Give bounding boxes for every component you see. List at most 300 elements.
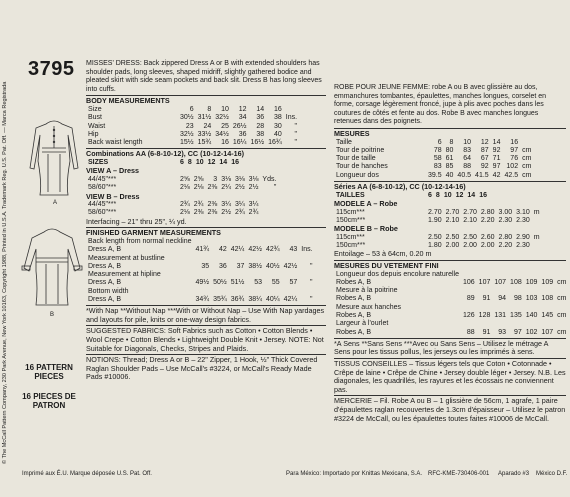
table-cell: 12 [480, 138, 489, 146]
table-cell: 2⅛ [193, 184, 204, 192]
table-cell [264, 271, 282, 279]
footer-mexico: Para México: Importado por Knittas Mexicana, S.A. [286, 471, 423, 477]
row-label: Hip [88, 130, 99, 138]
table-cell [229, 238, 247, 246]
table-cell: 2¾ [234, 209, 245, 217]
row-label: 150cm*** [336, 216, 366, 224]
table-cell [282, 238, 300, 246]
table-cell: 2.20 [480, 216, 495, 224]
table-cell: 2.30 [516, 242, 530, 250]
table-row [86, 246, 315, 254]
table-cell: 83 [433, 163, 442, 171]
table-cell: 30½ [180, 114, 194, 122]
table-cell: 6 [189, 105, 194, 113]
table-cell: 36 [256, 114, 265, 122]
table-cell: 80 [445, 146, 454, 154]
row-label: Bust [88, 114, 103, 122]
row-label: Tour de poitrine [336, 146, 385, 154]
suggested-fabrics: SUGGESTED FABRICS: Soft Fabrics such as Cotton • Cotton Blends • Wool Crepe • Cotton Blends • Lightweight Double Knit • Jersey. NOTE: Not Suitable for Diagonals, Checks, Stripes and Plaids. [86, 326, 324, 353]
table-cell: 3¼ [234, 201, 245, 209]
table-row [86, 176, 278, 184]
view-a-yardage [86, 176, 278, 193]
table-row [334, 279, 568, 287]
table-cell [492, 320, 508, 328]
table-cell [229, 288, 247, 296]
table-cell: 38½ [248, 262, 262, 270]
table-cell: 30 [273, 122, 282, 130]
table-row [334, 271, 568, 279]
table-cell [211, 288, 229, 296]
view-b-yardage [86, 201, 264, 218]
row-label: Taille [336, 138, 352, 146]
row-label: 58/60"*** [88, 184, 117, 192]
table-cell: 89 [466, 295, 475, 303]
table-cell: 126 [462, 311, 475, 319]
footer-city: México D.F. [536, 471, 568, 477]
table-cell: 15¾ [197, 139, 212, 147]
nap-note: *With Nap **Without Nap ***With or Without Nap – Use With Nap yardages and layouts for pile, knits or one-way design fabrics. [86, 306, 325, 324]
table-cell: 2.50 [428, 233, 442, 241]
row-label: Waist [88, 122, 106, 130]
table-cell [194, 255, 212, 263]
row-label: Measurement at bustline [88, 254, 165, 262]
table-cell: 34¾ [195, 295, 210, 303]
mesures-vetement-title: MESURES DU VETEMENT FINI [334, 260, 439, 270]
table-cell [264, 255, 282, 263]
table-cell: 42½ [283, 262, 298, 270]
table-cell: 8 [435, 191, 440, 199]
modele-b-title: MODELE B – Robe [334, 224, 398, 234]
table-cell [282, 288, 300, 296]
table-cell: 3.10 [516, 208, 530, 216]
table-cell: 83 [463, 146, 472, 154]
table-cell: 34 [238, 114, 247, 122]
table-cell: 67 [480, 155, 489, 163]
table-row [86, 238, 315, 246]
table-cell: " [310, 295, 313, 303]
table-cell: 42 [492, 171, 501, 179]
table-cell: cm [557, 311, 567, 319]
table-cell [555, 271, 568, 279]
table-cell: 92 [480, 163, 489, 171]
table-cell: 10 [463, 138, 472, 146]
view-b-label: B [50, 312, 55, 318]
table-cell [194, 238, 212, 246]
view-a-title: VIEW A – Dress [86, 166, 139, 176]
french-column [334, 84, 566, 423]
table-row [86, 139, 299, 147]
table-cell: 38¼ [248, 295, 262, 303]
table-cell: 55 [271, 279, 280, 287]
table-cell: 92 [492, 146, 501, 154]
table-cell: Ins. [285, 114, 298, 122]
table-cell [539, 304, 555, 312]
table-cell [260, 209, 264, 217]
table-cell [246, 255, 264, 263]
table-cell [508, 271, 524, 279]
table-cell: 107 [478, 278, 491, 286]
table-cell [194, 288, 212, 296]
table-cell: 106 [462, 278, 475, 286]
table-cell: 2¾ [248, 209, 259, 217]
table-row [334, 287, 568, 295]
table-cell: 12 [238, 105, 247, 113]
row-label: Robes A, B [336, 295, 372, 303]
table-cell: 16 [231, 159, 239, 167]
table-cell: 31½ [197, 114, 212, 122]
modele-a-title: MODELE A – Robe [334, 198, 398, 208]
table-cell: 2½ [221, 209, 231, 217]
table-row [86, 201, 264, 209]
table-cell [461, 271, 477, 279]
table-cell: 78 [433, 146, 442, 154]
table-cell: " [310, 262, 313, 270]
table-cell: 2¾ [180, 201, 190, 209]
view-a-label: A [53, 200, 58, 206]
table-cell [524, 287, 540, 295]
table-cell: 91 [482, 295, 491, 303]
table-cell: 93 [498, 328, 507, 336]
table-cell: 2.10 [463, 216, 477, 224]
table-cell [539, 320, 555, 328]
table-cell: 2.70 [428, 208, 442, 216]
table-cell: 8 [207, 105, 212, 113]
table-cell: 109 [541, 278, 554, 286]
table-cell: 2.60 [480, 233, 495, 241]
table-cell: 36 [218, 262, 227, 270]
table-cell: 2⅜ [207, 201, 218, 209]
table-cell: 145 [541, 311, 554, 319]
table-cell: 42¼ [283, 295, 298, 303]
table-cell: 2⅝ [193, 175, 204, 183]
table-cell: 10 [221, 105, 229, 113]
table-cell [555, 320, 568, 328]
combinations: Combinations AA (6-8-10-12), CC (10-12-14-16) [86, 149, 245, 159]
pattern-number: 3795 [28, 58, 75, 80]
table-cell [524, 304, 540, 312]
table-cell: 2.80 [480, 208, 495, 216]
view-a-drawing [24, 118, 84, 198]
table-cell: 14 [219, 159, 228, 167]
table-cell: 38 [256, 130, 265, 138]
row-label: Dress A, B [88, 246, 122, 254]
table-cell [282, 271, 300, 279]
view-b-drawing [20, 226, 84, 308]
pattern-pieces-english: 16 PATTERN PIECES [25, 363, 73, 381]
sens-note: *A Sens **Sans Sens ***Avec ou Sans Sens – Utilisez le métrage A Sens pour les tissus pollus, les jerseys ou les imprimés à sens. [334, 338, 549, 357]
table-cell: 53 [254, 279, 262, 287]
table-cell: 2⅜ [207, 184, 218, 192]
table-cell: 50½ [213, 279, 227, 287]
table-cell: 2.20 [498, 242, 513, 250]
row-label: Dress A, B [88, 279, 122, 287]
table-cell [508, 320, 524, 328]
table-cell: 108 [510, 278, 522, 286]
table-cell: 14 [492, 138, 501, 146]
row-label: Tour de hanches [336, 163, 388, 171]
table-cell [246, 288, 264, 296]
table-row [334, 139, 533, 147]
table-cell: 2⅜ [193, 209, 204, 217]
row-label: 150cm*** [336, 242, 366, 250]
table-cell [492, 271, 508, 279]
table-cell: 8 [449, 138, 454, 146]
interfacing: Interfacing – 21" thru 25", ¼ yd. [86, 216, 187, 226]
row-label: Bottom width [88, 287, 129, 295]
table-cell: 3 [213, 175, 218, 183]
table-cell: 16 [510, 138, 519, 146]
table-cell [264, 288, 282, 296]
table-cell: 102 [525, 328, 538, 336]
row-label: Dress A, B [88, 262, 122, 270]
table-cell: 41¾ [195, 246, 210, 254]
table-cell: 42 [218, 246, 227, 254]
entoilage: Entoilage – 53 à 64cm, 0.20 m [334, 249, 432, 259]
table-cell: 107 [541, 328, 554, 336]
table-cell: 87 [480, 146, 489, 154]
table-cell: 35¾ [213, 295, 227, 303]
table-cell: 2¾ [193, 201, 204, 209]
row-label: Robes A, B [336, 328, 372, 336]
table-cell: 28 [256, 122, 265, 130]
table-cell: 140 [525, 311, 538, 319]
table-cell [555, 304, 568, 312]
table-cell: 12 [207, 159, 216, 167]
table-cell: 10 [443, 191, 452, 199]
table-cell [461, 287, 477, 295]
row-label: Mesure aux hanches [336, 303, 401, 311]
table-cell [477, 304, 493, 312]
row-label: 44/45"*** [88, 201, 117, 209]
table-cell: 1.80 [428, 242, 442, 250]
table-cell: " [294, 139, 298, 147]
tissus-conseilles: TISSUS CONSEILLES – Tissus légers tels que Coton • Cotonnade • Crêpe de laine • Crêpe de Chine • Jersey double léger • Jersey. N.B. Les diagonales, les quadrillés, les rayures et les écossais ne conviennent pas. [334, 359, 566, 394]
table-cell: 135 [510, 311, 522, 319]
table-cell: 36¾ [230, 295, 245, 303]
table-cell: 2.50 [445, 233, 460, 241]
table-cell [299, 238, 314, 246]
table-row [86, 296, 315, 304]
table-cell: 26½ [232, 122, 247, 130]
table-cell: 2.80 [498, 233, 513, 241]
table-row [86, 131, 299, 139]
table-cell: 23 [185, 122, 194, 130]
table-cell [461, 304, 477, 312]
table-row [86, 114, 299, 122]
table-cell: 16¾ [268, 139, 282, 147]
table-cell: 131 [494, 311, 507, 319]
row-label: Back length from normal neckline [88, 237, 192, 245]
table-cell: 40¼ [266, 295, 280, 303]
table-cell: 51½ [230, 279, 245, 287]
table-cell: 2.50 [463, 233, 477, 241]
table-cell: cm [522, 163, 532, 171]
row-label: 44/45"*** [88, 175, 117, 183]
table-cell [299, 288, 314, 296]
table-cell: Ins. [301, 246, 313, 254]
modele-b-metrage [334, 234, 542, 251]
table-cell: 39.5 [428, 171, 442, 179]
table-cell: 40½ [266, 262, 280, 270]
table-cell: 3⅛ [221, 175, 231, 183]
row-label: Largeur à l'ourlet [336, 320, 389, 328]
footer-rfc: RFC-KME-730406-001 [428, 471, 490, 477]
table-cell [524, 271, 540, 279]
table-cell: 109 [525, 278, 538, 286]
mercerie: MERCERIE – Fil. Robe A ou B – 1 glissière de 56cm, 1 agrafe, 1 paire d'épaulettes raglan recouvertes de 1.3cm d'épaisseur – Utilisez le patron #3224 de McCall, ou les épaulettes toutes faites #10006 de McCall. [334, 396, 566, 423]
table-cell: 25 [221, 122, 229, 130]
table-cell: 2.10 [445, 216, 460, 224]
table-cell: 16¼ [232, 139, 247, 147]
table-cell: 14 [467, 191, 476, 199]
finished-measurements-title: FINISHED GARMENT MEASUREMENTS [86, 228, 221, 238]
table-cell: 102 [506, 163, 519, 171]
table-cell: 36 [238, 130, 247, 138]
table-cell: 71 [492, 155, 501, 163]
table-cell: " [273, 184, 277, 192]
row-label: Back waist length [88, 139, 143, 147]
footer-left: Imprimé aux É.U. Marque déposée U.S. Pat. Off. [22, 471, 152, 477]
table-cell [477, 287, 493, 295]
table-cell [477, 320, 493, 328]
table-cell: cm [522, 155, 532, 163]
table-cell: 16 [221, 139, 229, 147]
table-cell: 2½ [234, 184, 245, 192]
table-cell: 8 [187, 159, 192, 167]
table-row [334, 312, 568, 320]
table-cell: 2½ [248, 184, 259, 192]
table-cell: 128 [478, 311, 491, 319]
table-row [334, 295, 568, 303]
table-cell: 15½ [180, 139, 194, 147]
table-cell: " [310, 279, 313, 287]
table-cell: " [294, 130, 298, 138]
table-cell: 40 [273, 130, 282, 138]
row-label: 115cm*** [336, 208, 365, 216]
table-cell [532, 217, 542, 225]
french-description: ROBE POUR JEUNE FEMME: robe A ou B avec glissière au dos, emmanchures tombantes, épaulettes, manches longues, corselet en forme, corsage légèrement froncé, jupe à plis avec poches dans les coutures de côtés et fente au dos. Robe B avec manches longues retenues dans des poignets. [334, 84, 547, 126]
table-cell [211, 255, 229, 263]
table-cell: 41.5 [475, 171, 489, 179]
table-cell: cm [522, 146, 532, 154]
table-cell: 3⅛ [234, 175, 245, 183]
table-cell: 57 [289, 279, 298, 287]
table-cell: 6 [437, 138, 442, 146]
table-cell: 10 [195, 159, 204, 167]
table-cell: m [533, 233, 540, 241]
table-cell: 2¼ [221, 184, 231, 192]
row-label: Tour de taille [336, 155, 376, 163]
table-cell [520, 139, 533, 147]
row-label: Robes A, B [336, 278, 372, 286]
row-label: Longueur dos depuis encolure naturelle [336, 270, 459, 278]
table-row [334, 209, 542, 217]
mesures-vetement-table [334, 271, 568, 337]
table-cell: 34½ [215, 130, 229, 138]
pattern-pieces-french: 16 PIECES DE PATRON [22, 392, 76, 410]
table-cell: 3¼ [221, 201, 231, 209]
table-cell: 2⅛ [180, 184, 190, 192]
table-cell [229, 255, 247, 263]
table-cell: 2⅜ [207, 209, 218, 217]
table-cell: 94 [498, 295, 507, 303]
table-cell: 88 [463, 163, 472, 171]
english-column [86, 60, 326, 382]
table-cell: 42.5 [504, 171, 519, 179]
table-cell: 6 [428, 191, 432, 199]
table-cell: 2⅝ [180, 175, 190, 183]
row-label: Mesure à la poitrine [336, 287, 398, 295]
table-cell: 16 [273, 105, 282, 113]
modele-a-metrage [334, 209, 542, 226]
series: Séries AA (6-8-10-12), CC (10-12-14-16) [334, 182, 466, 192]
table-cell [299, 271, 314, 279]
row-label: Dress A, B [88, 295, 122, 303]
table-cell: 3.00 [498, 208, 513, 216]
table-cell: 2.00 [463, 242, 477, 250]
table-cell: 33½ [197, 130, 212, 138]
table-cell [508, 287, 524, 295]
table-cell: 35 [201, 262, 210, 270]
table-cell [299, 255, 314, 263]
table-cell: 32½ [180, 130, 194, 138]
row-label: SIZES [88, 159, 109, 167]
table-cell: 42¾ [266, 246, 280, 254]
table-cell: 58 [433, 155, 442, 163]
table-cell: 107 [494, 278, 507, 286]
table-cell [492, 304, 508, 312]
row-label: Measurement at hipline [88, 271, 161, 279]
table-cell [477, 271, 493, 279]
table-cell: 2.70 [445, 208, 460, 216]
table-cell: 3⅛ [248, 175, 259, 183]
table-row [334, 172, 533, 180]
table-cell [539, 287, 555, 295]
table-cell [539, 271, 555, 279]
table-cell: 2.30 [516, 216, 530, 224]
table-cell: 42½ [248, 246, 262, 254]
table-cell: cm [557, 278, 567, 286]
table-cell: " [294, 122, 298, 130]
table-cell: 76 [510, 155, 519, 163]
table-cell: 88 [466, 328, 475, 336]
table-cell: 1.90 [428, 216, 442, 224]
footer-code: Aparado #3 [498, 471, 530, 477]
table-row [334, 155, 533, 163]
table-cell: 42¼ [230, 246, 245, 254]
table-cell: 16½ [250, 139, 265, 147]
table-cell: 16 [479, 191, 487, 199]
table-cell: Yds. [262, 175, 277, 183]
table-cell: 32½ [215, 114, 229, 122]
table-cell [282, 255, 300, 263]
table-cell: 6 [180, 159, 184, 167]
table-cell: 2.90 [516, 233, 530, 241]
table-cell: 2.30 [498, 216, 513, 224]
table-row [86, 288, 315, 296]
table-cell: 3¼ [248, 201, 259, 209]
table-row [86, 279, 315, 287]
table-cell: 85 [445, 163, 454, 171]
view-b-title: VIEW B – Dress [86, 191, 140, 201]
table-cell: cm [557, 295, 567, 303]
row-label: TAILLES [336, 191, 365, 199]
table-cell [532, 242, 542, 250]
table-cell: 40 [445, 171, 454, 179]
table-cell: 108 [541, 295, 554, 303]
table-cell: 61 [445, 155, 454, 163]
table-cell: 14 [256, 105, 265, 113]
